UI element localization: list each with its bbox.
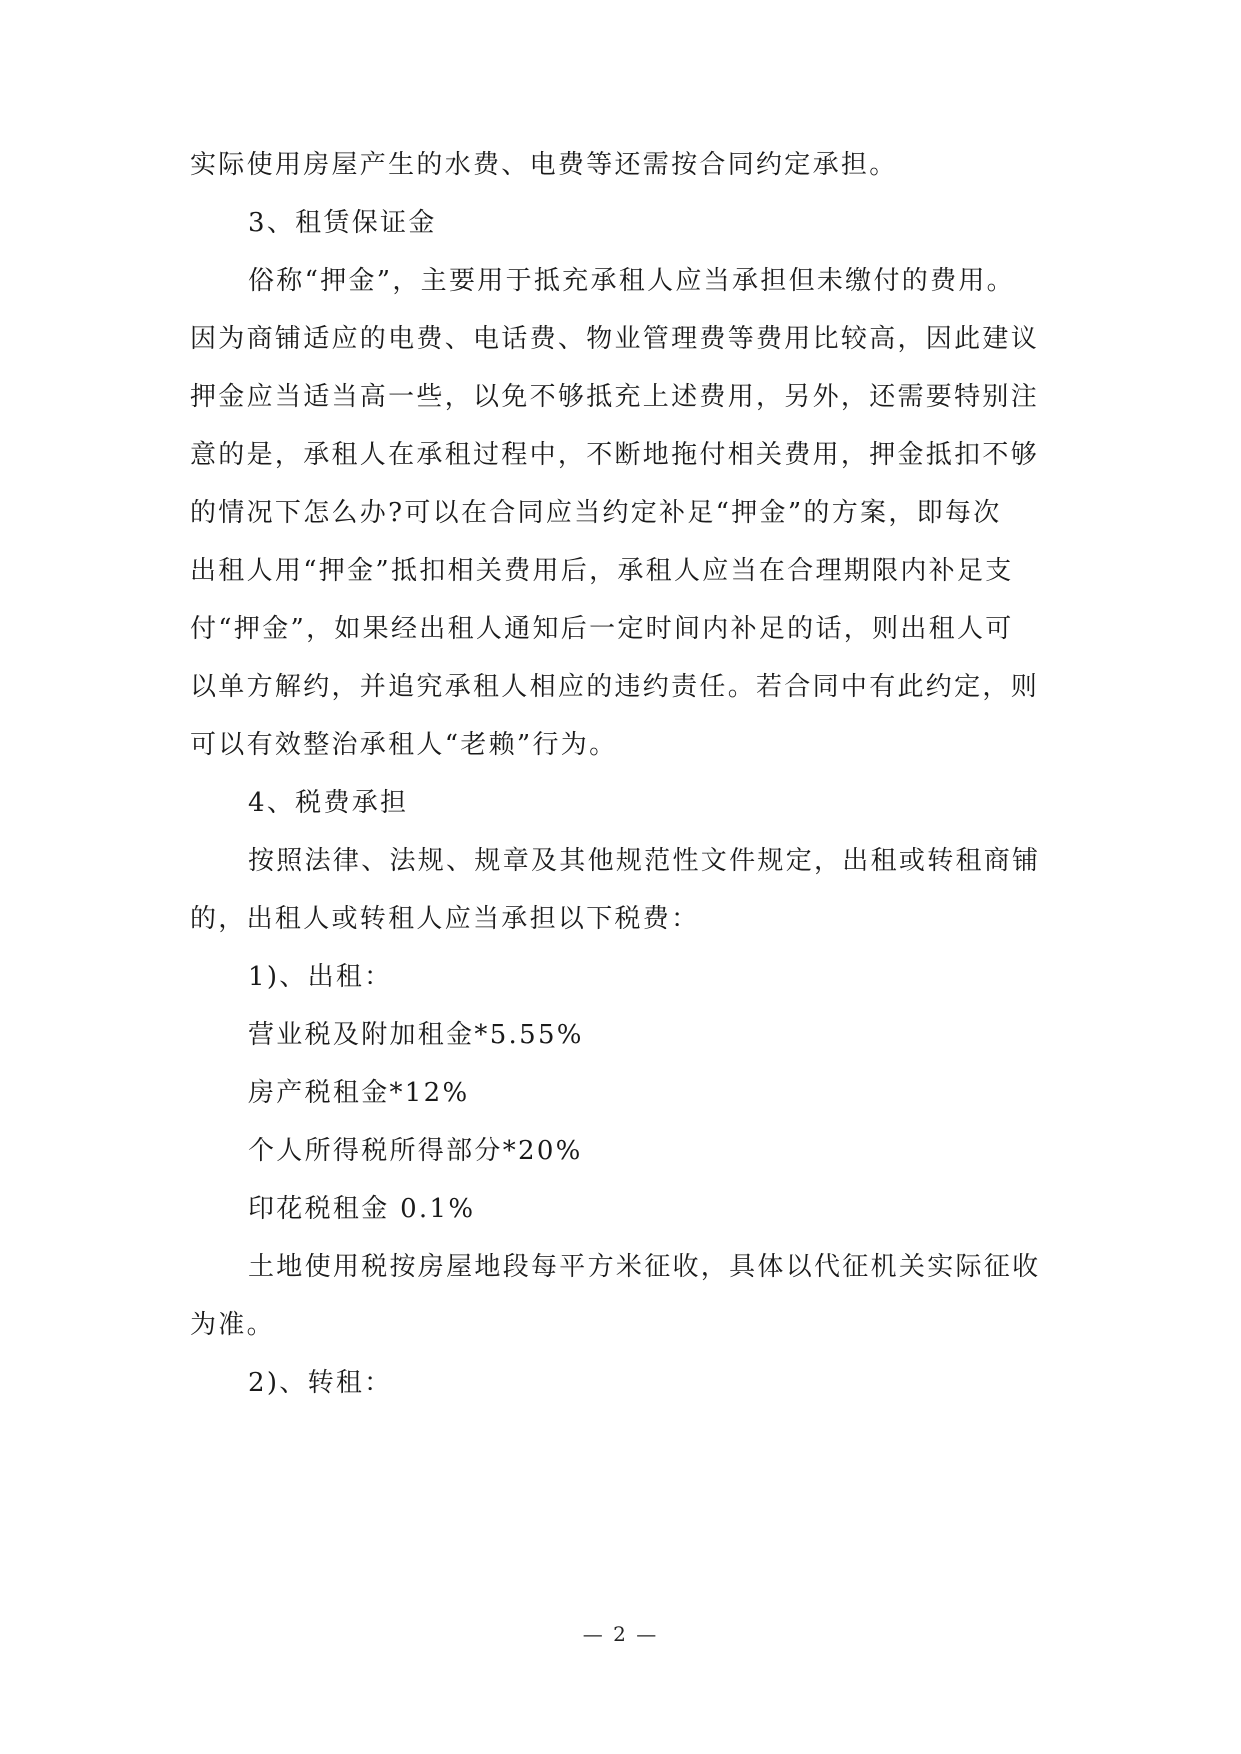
text-line: 为准。: [190, 1310, 275, 1340]
text-line: 因为商铺适应的电费、电话费、物业管理费等费用比较高，因此建议: [190, 324, 1040, 354]
section-heading: 4、税费承担: [248, 788, 409, 818]
list-item: 房产税租金*12%: [248, 1078, 470, 1108]
page-number: — 2 —: [582, 1622, 659, 1646]
text-line: 的情况下怎么办?可以在合同应当约定补足“押金”的方案，即每次: [190, 498, 1002, 528]
list-item: 营业税及附加租金*5.55%: [248, 1020, 584, 1050]
list-heading: 1)、出租：: [248, 962, 393, 992]
list-item: 个人所得税所得部分*20%: [248, 1136, 583, 1166]
text-line: 实际使用房屋产生的水费、电费等还需按合同约定承担。: [190, 150, 898, 180]
text-line: 出租人用“押金”抵扣相关费用后，承租人应当在合理期限内补足支: [190, 556, 1014, 586]
text-line: 土地使用税按房屋地段每平方米征收，具体以代征机关实际征收: [248, 1252, 1041, 1282]
text-line: 意的是，承租人在承租过程中，不断地拖付相关费用，押金抵扣不够: [190, 440, 1040, 470]
text-line: 按照法律、法规、规章及其他规范性文件规定，出租或转租商铺: [248, 846, 1041, 876]
text-line: 可以有效整治承租人“老赖”行为。: [190, 730, 618, 760]
text-line: 的，出租人或转租人应当承担以下税费：: [190, 904, 700, 934]
list-item: 印花税租金 0.1%: [248, 1194, 476, 1224]
text-line: 押金应当适当高一些，以免不够抵充上述费用，另外，还需要特别注: [190, 382, 1040, 412]
section-heading: 3、租赁保证金: [248, 208, 437, 238]
text-line: 付“押金”，如果经出租人通知后一定时间内补足的话，则出租人可: [190, 614, 1014, 644]
text-line: 俗称“押金”，主要用于抵充承租人应当承担但未缴付的费用。: [248, 266, 1015, 296]
text-line: 以单方解约，并追究承租人相应的违约责任。若合同中有此约定，则: [190, 672, 1040, 702]
list-heading: 2)、转租：: [248, 1368, 393, 1398]
